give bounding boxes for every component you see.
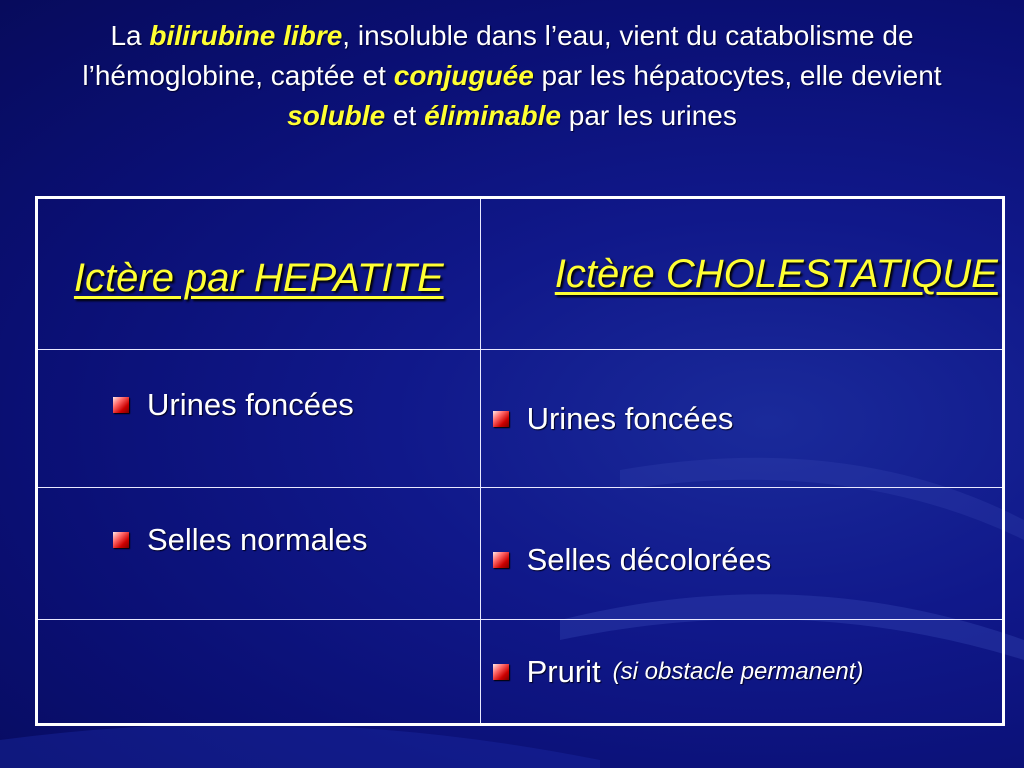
cell-left-empty (37, 620, 481, 725)
item-text: Selles normales (147, 521, 368, 557)
red-square-bullet-icon (493, 664, 509, 680)
cell-right-selles (480, 488, 1003, 620)
title-emphasis-bilirubine: bilirubine libre (149, 20, 343, 51)
header-hepatite: Ictère par HEPATITE (73, 256, 444, 300)
item-note: (si obstacle permanent) (612, 657, 864, 685)
header-cell-hepatite (37, 198, 481, 350)
header-cell-cholestatique (480, 198, 1003, 350)
table-header-row (37, 198, 1004, 350)
list-item (38, 387, 480, 423)
red-square-bullet-icon (493, 552, 509, 568)
list-item (38, 522, 480, 558)
title-emphasis-soluble: soluble (287, 100, 386, 131)
list-item (481, 654, 1002, 690)
table-row (37, 620, 1004, 725)
red-square-bullet-icon (113, 532, 129, 548)
header-cholestatique: Ictère CHOLESTATIQUE (554, 252, 998, 296)
red-square-bullet-icon (113, 397, 129, 413)
cell-right-urines (480, 350, 1003, 488)
slide-title: La bilirubine libre, insoluble dans l’eau, vient du catabolisme de l’hémoglobine, captée et conjuguée par les hépatocytes, elle devient soluble et éliminable par les urines (82, 20, 942, 131)
list-item (481, 542, 1002, 578)
title-emphasis-eliminable: éliminable (424, 100, 561, 131)
cell-left-selles (37, 488, 481, 620)
table-row (37, 350, 1004, 488)
table-row (37, 488, 1004, 620)
item-text: Prurit (526, 653, 601, 689)
title-emphasis-conjuguee: conjuguée (393, 60, 534, 91)
item-text: Urines foncées (526, 400, 734, 436)
list-item (481, 401, 1002, 437)
comparison-table (35, 196, 1005, 726)
red-square-bullet-icon (493, 411, 509, 427)
cell-left-urines (37, 350, 481, 488)
item-text: Urines foncées (147, 386, 354, 422)
item-text: Selles décolorées (526, 541, 772, 577)
cell-right-prurit (480, 620, 1003, 725)
